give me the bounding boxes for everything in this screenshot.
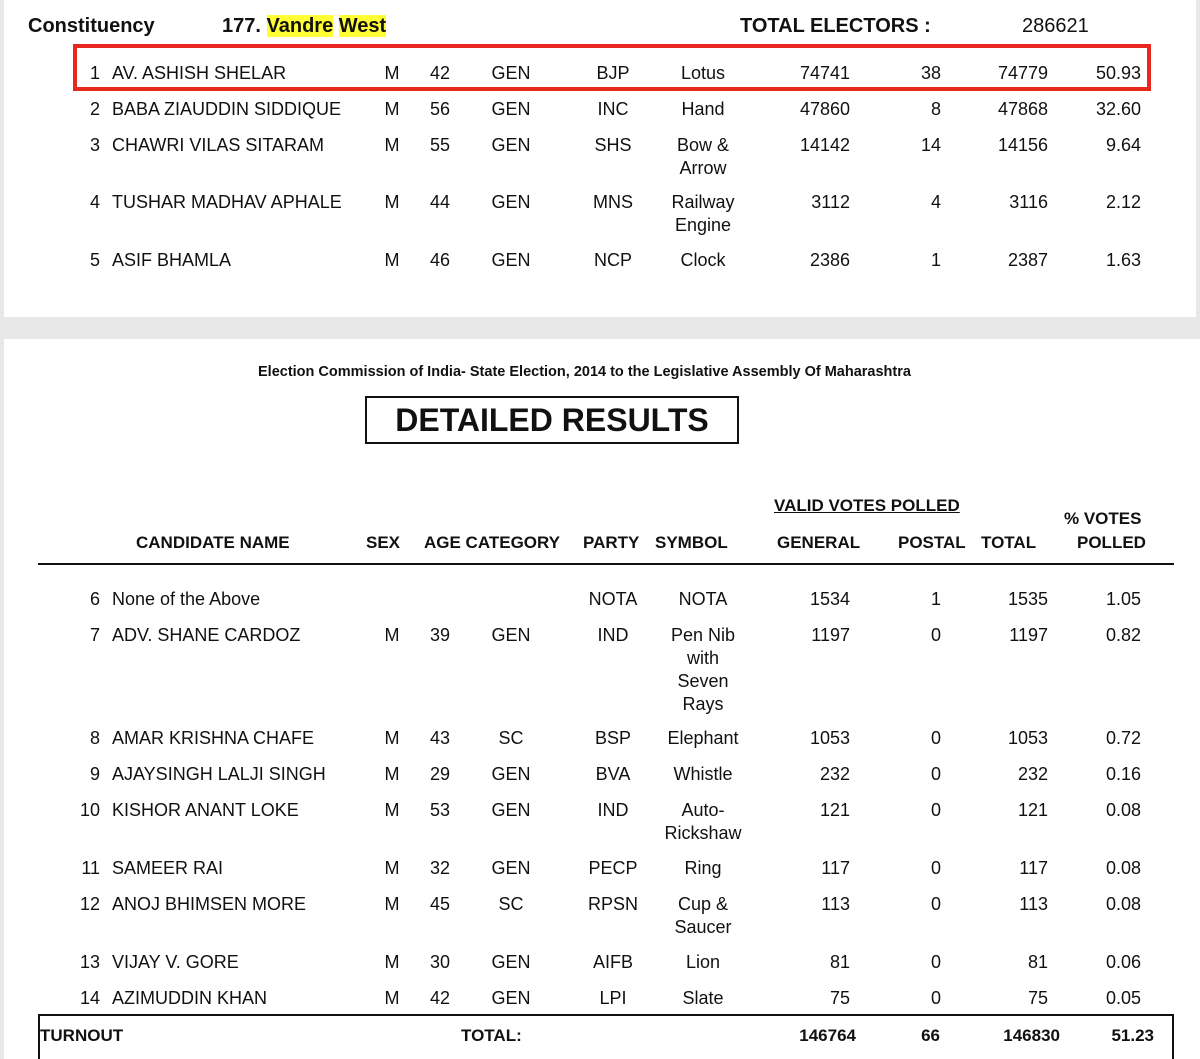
cell-sex: M [384, 63, 400, 83]
total-label: TOTAL: [461, 1026, 522, 1045]
cell-pct: 2.12 [1105, 192, 1141, 212]
constituency-number: 177. [222, 15, 261, 37]
header-rule [38, 563, 1174, 565]
cell-age: 42 [429, 988, 451, 1008]
cell-pct: 1.05 [1105, 589, 1141, 609]
cell-postal: 0 [930, 625, 941, 645]
cell-pct: 0.08 [1105, 858, 1141, 878]
cell-postal: 8 [930, 99, 941, 119]
cell-postal: 1 [930, 250, 941, 270]
cell-general: 232 [819, 764, 850, 784]
cell-pct: 0.08 [1105, 894, 1141, 914]
cell-cat: GEN [491, 250, 531, 270]
col-general: GENERAL [777, 533, 861, 552]
cell-pct: 0.72 [1105, 728, 1141, 748]
cell-name: SAMEER RAI [112, 858, 224, 878]
cell-cat: GEN [491, 625, 531, 645]
cell-name: ANOJ BHIMSEN MORE [112, 894, 307, 914]
cell-pct: 0.05 [1105, 988, 1141, 1008]
cell-total: 3116 [1009, 192, 1048, 212]
cell-postal: 1 [930, 589, 941, 609]
cell-name: AV. ASHISH SHELAR [112, 63, 287, 83]
cell-name: KISHOR ANANT LOKE [112, 800, 299, 820]
col-symbol: SYMBOL [655, 533, 728, 552]
col-sex: SEX [366, 533, 401, 552]
cell-symbol: Cup & [677, 894, 729, 914]
cell-postal: 0 [930, 858, 941, 878]
cell-party: LPI [599, 988, 627, 1008]
cell-no: 2 [89, 99, 100, 119]
cell-symbol: NOTA [678, 589, 728, 609]
cell-symbol: Lotus [680, 63, 726, 83]
col-pct-votes-line2: POLLED [1077, 533, 1146, 552]
total-pct: 51.23 [1111, 1026, 1154, 1045]
cell-symbol: Slate [682, 988, 724, 1008]
cell-general: 14142 [799, 135, 850, 155]
cell-symbol: Clock [680, 250, 726, 270]
cell-general: 47860 [799, 99, 850, 119]
cell-age: 42 [429, 63, 451, 83]
cell-name: ASIF BHAMLA [112, 250, 232, 270]
cell-general: 2386 [809, 250, 850, 270]
cell-name: TUSHAR MADHAV APHALE [112, 192, 342, 212]
cell-age: 55 [429, 135, 451, 155]
cell-party: IND [597, 625, 629, 645]
cell-general: 1534 [809, 589, 850, 609]
cell-total: 121 [1017, 800, 1048, 820]
cell-no: 11 [81, 858, 100, 878]
cell-total: 232 [1017, 764, 1048, 784]
cell-no: 4 [89, 192, 100, 212]
total-total: 146830 [1003, 1026, 1060, 1045]
cell-cat: GEN [491, 192, 531, 212]
cell-general: 1197 [811, 625, 850, 645]
cell-no: 9 [89, 764, 100, 784]
cell-cat: GEN [491, 63, 531, 83]
cell-symbol: Auto- [681, 800, 725, 820]
cell-age: 29 [429, 764, 451, 784]
cell-postal: 0 [930, 728, 941, 748]
cell-sex: M [384, 952, 400, 972]
total-electors-value: 286621 [1022, 15, 1089, 37]
cell-general: 1053 [809, 728, 850, 748]
cell-party: NCP [593, 250, 632, 270]
cell-age: 39 [429, 625, 451, 645]
cell-pct: 50.93 [1095, 63, 1141, 83]
cell-age: 46 [429, 250, 451, 270]
cell-no: 3 [89, 135, 100, 155]
cell-total: 75 [1027, 988, 1048, 1008]
cell-postal: 14 [920, 135, 941, 155]
cell-total: 2387 [1007, 250, 1048, 270]
cell-name: ADV. SHANE CARDOZ [112, 625, 301, 645]
cell-symbol: Ring [684, 858, 722, 878]
cell-name: None of the Above [112, 589, 261, 609]
cell-general: 74741 [799, 63, 850, 83]
cell-general: 121 [819, 800, 850, 820]
col-valid-votes: VALID VOTES POLLED [774, 496, 960, 515]
cell-symbol: Hand [681, 99, 725, 119]
cell-cat: GEN [491, 988, 531, 1008]
cell-no: 1 [89, 63, 100, 83]
cell-sex: M [384, 192, 400, 212]
cell-sex: M [384, 858, 400, 878]
constituency-name-part1: Vandre [266, 15, 334, 37]
cell-sex: M [384, 250, 400, 270]
report-title: DETAILED RESULTS [365, 396, 739, 444]
total-general: 146764 [799, 1026, 856, 1045]
cell-postal: 0 [930, 764, 941, 784]
cell-no: 13 [79, 952, 100, 972]
cell-sex: M [384, 894, 400, 914]
cell-symbol: Bow & [676, 135, 730, 155]
cell-cat: GEN [491, 800, 531, 820]
cell-sex: M [384, 99, 400, 119]
cell-name: AZIMUDDIN KHAN [112, 988, 268, 1008]
cell-no: 5 [89, 250, 100, 270]
cell-general: 81 [829, 952, 850, 972]
col-total: TOTAL [981, 533, 1037, 552]
cell-no: 6 [89, 589, 100, 609]
cell-party: SHS [594, 135, 632, 155]
cell-age: 44 [429, 192, 451, 212]
cell-general: 3112 [811, 192, 850, 212]
cell-sex: M [384, 728, 400, 748]
cell-cat: GEN [491, 952, 531, 972]
cell-party: BVA [595, 764, 631, 784]
cell-name: BABA ZIAUDDIN SIDDIQUE [112, 99, 342, 119]
totals-top-rule [38, 1014, 1174, 1016]
constituency-name-part2: West [338, 15, 387, 37]
cell-name: AMAR KRISHNA CHAFE [112, 728, 315, 748]
cell-total: 74779 [997, 63, 1048, 83]
cell-pct: 0.16 [1105, 764, 1141, 784]
cell-cat: SC [498, 728, 524, 748]
cell-sex: M [384, 988, 400, 1008]
cell-age: 56 [429, 99, 451, 119]
cell-party: AIFB [592, 952, 633, 972]
cell-name: AJAYSINGH LALJI SINGH [112, 764, 326, 784]
cell-postal: 0 [930, 952, 941, 972]
total-electors-label: TOTAL ELECTORS : [740, 15, 931, 37]
col-party: PARTY [583, 533, 640, 552]
cell-symbol: Elephant [667, 728, 739, 748]
cell-party: IND [597, 800, 629, 820]
cell-no: 8 [89, 728, 100, 748]
cell-party: NOTA [588, 589, 638, 609]
cell-no: 7 [89, 625, 100, 645]
col-candidate-name: CANDIDATE NAME [136, 533, 290, 552]
cell-age: 45 [429, 894, 451, 914]
cell-pct: 0.06 [1105, 952, 1141, 972]
total-postal: 66 [921, 1026, 940, 1045]
cell-symbol: Rays [682, 694, 724, 714]
constituency-title [222, 15, 386, 38]
cell-symbol: Railway [671, 192, 735, 212]
cell-party: INC [597, 99, 629, 119]
cell-no: 12 [79, 894, 100, 914]
totals-right-border [1172, 1014, 1174, 1059]
cell-age: 53 [429, 800, 451, 820]
cell-cat: GEN [491, 135, 531, 155]
cell-general: 117 [821, 858, 850, 878]
turnout-label: TURNOUT [40, 1026, 124, 1045]
cell-symbol: Seven [677, 671, 729, 691]
cell-general: 113 [821, 894, 850, 914]
cell-total: 81 [1027, 952, 1048, 972]
cell-pct: 32.60 [1095, 99, 1141, 119]
cell-cat: SC [498, 894, 524, 914]
cell-cat: GEN [491, 99, 531, 119]
cell-pct: 1.63 [1105, 250, 1141, 270]
cell-total: 117 [1019, 858, 1048, 878]
cell-party: BJP [596, 63, 630, 83]
cell-age: 32 [429, 858, 451, 878]
cell-total: 1535 [1007, 589, 1048, 609]
cell-name: VIJAY V. GORE [112, 952, 239, 972]
cell-sex: M [384, 135, 400, 155]
cell-party: MNS [593, 192, 633, 212]
cell-symbol: Whistle [673, 764, 733, 784]
cell-postal: 4 [930, 192, 941, 212]
report-subtitle: Election Commission of India- State Election, 2014 to the Legislative Assembly Of Maharashtra [258, 364, 911, 380]
constituency-label: Constituency [28, 15, 155, 37]
cell-symbol: with [686, 648, 719, 668]
cell-symbol: Engine [674, 215, 732, 235]
cell-sex: M [384, 764, 400, 784]
cell-postal: 0 [930, 988, 941, 1008]
cell-symbol: Pen Nib [670, 625, 736, 645]
cell-symbol: Lion [685, 952, 721, 972]
cell-pct: 0.08 [1105, 800, 1141, 820]
cell-total: 47868 [997, 99, 1048, 119]
cell-pct: 0.82 [1105, 625, 1141, 645]
cell-name: CHAWRI VILAS SITARAM [112, 135, 325, 155]
cell-no: 14 [79, 988, 100, 1008]
col-age-category: AGE CATEGORY [424, 533, 561, 552]
cell-party: PECP [588, 858, 638, 878]
col-pct-votes-line1: % VOTES [1064, 509, 1142, 528]
cell-sex: M [384, 800, 400, 820]
cell-cat: GEN [491, 764, 531, 784]
cell-total: 1053 [1007, 728, 1048, 748]
cell-symbol: Arrow [679, 158, 727, 178]
cell-general: 75 [829, 988, 850, 1008]
cell-postal: 0 [930, 894, 941, 914]
cell-symbol: Rickshaw [664, 823, 742, 843]
cell-postal: 38 [920, 63, 941, 83]
cell-total: 113 [1019, 894, 1048, 914]
cell-pct: 9.64 [1105, 135, 1141, 155]
cell-party: RPSN [587, 894, 638, 914]
cell-total: 14156 [997, 135, 1048, 155]
cell-party: BSP [594, 728, 632, 748]
cell-no: 10 [79, 800, 100, 820]
cell-sex: M [384, 625, 400, 645]
col-postal: POSTAL [898, 533, 966, 552]
cell-age: 30 [429, 952, 451, 972]
cell-total: 1197 [1009, 625, 1048, 645]
cell-age: 43 [429, 728, 451, 748]
cell-postal: 0 [930, 800, 941, 820]
cell-symbol: Saucer [674, 917, 732, 937]
cell-cat: GEN [491, 858, 531, 878]
